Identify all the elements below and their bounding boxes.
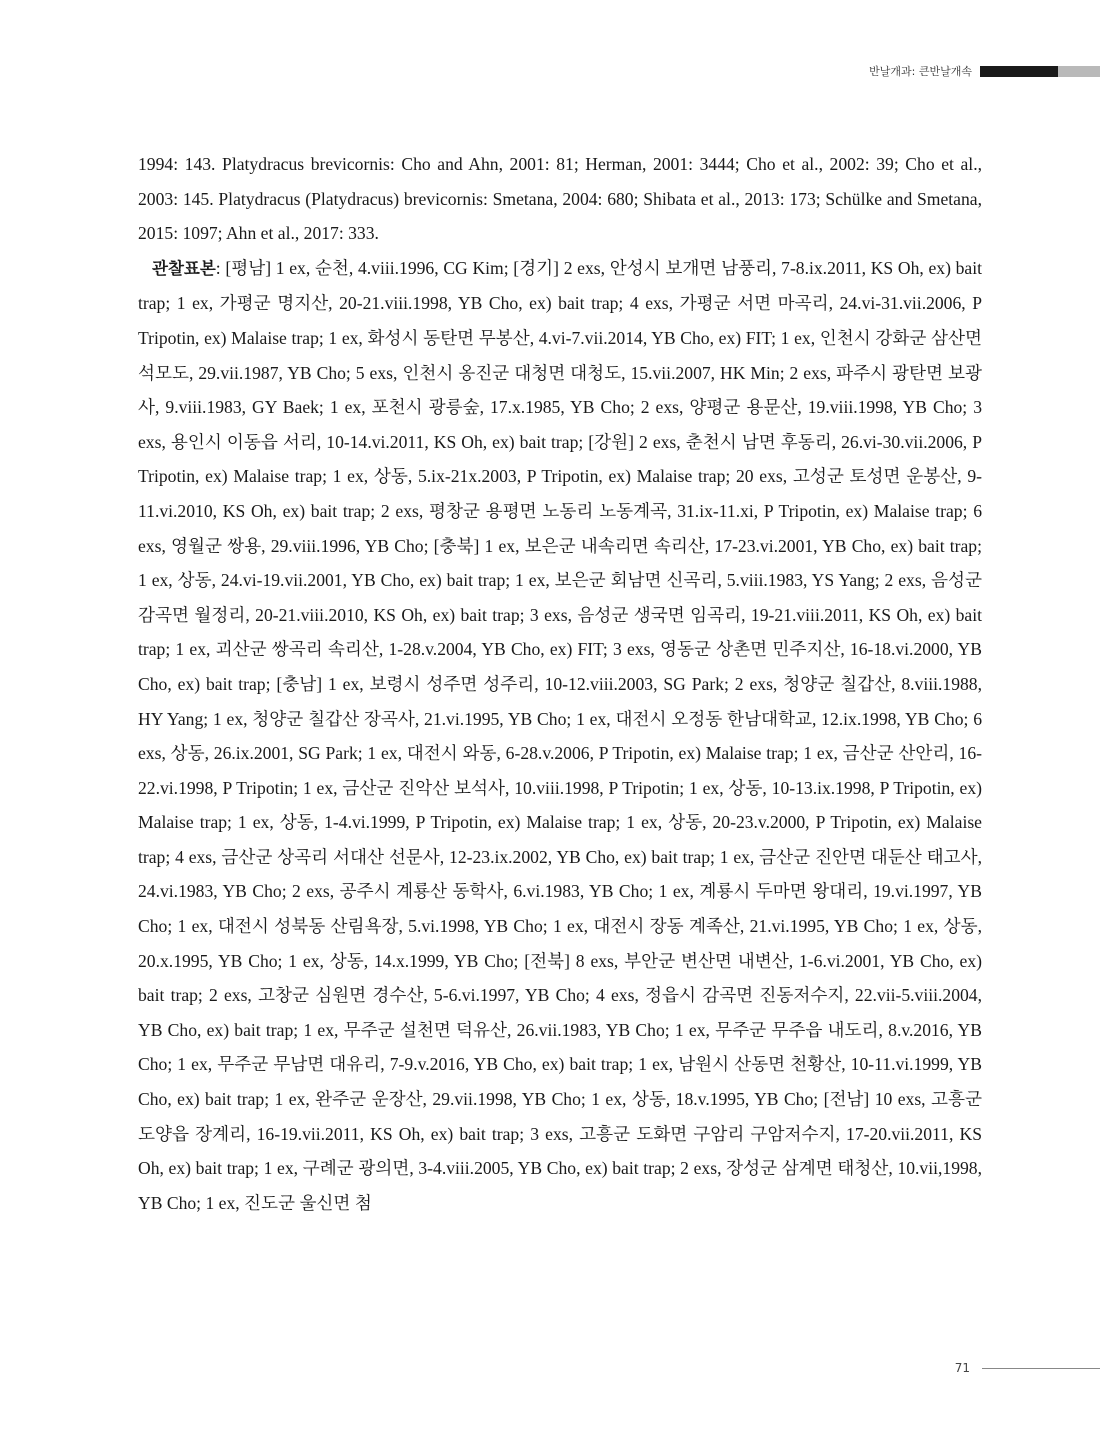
footer-rule xyxy=(982,1368,1100,1369)
main-text xyxy=(138,147,982,1220)
header-bar-dark xyxy=(980,66,1058,77)
section-title: 반날개과: 큰반날개속 xyxy=(869,65,972,78)
examined-label: 관찰표본 xyxy=(152,258,216,278)
synonymy-paragraph: 1994: 143. Platydracus brevicornis: Cho and Ahn, 2001: 81; Herman, 2001: 3444; Cho et al., 2002: 39; Cho et al., 2003: 145. Platydracus (Platydracus) brevicornis: Smetana, 2004: 680; Shibata et al., 2013: 173; Schülke and Smetana, 2015: 1097; Ahn et al., 2017: 333. xyxy=(138,154,982,244)
header-bar-light xyxy=(1058,66,1100,77)
running-header xyxy=(869,64,1100,78)
examined-specimens-paragraph xyxy=(138,251,982,1221)
page-number: 71 xyxy=(954,1361,970,1375)
examined-specimens-text: : [평남] 1 ex, 순천, 4.viii.1996, CG Kim; [경기] 2 exs, 안성시 보개면 남풍리, 7-8.ix.2011, KS Oh, ex) bait trap; 1 ex, 가평군 명지산, 20-21.viii.1998, YB Cho, ex) bait trap; 4 exs, 가평군 서면 마곡리, 24.vi-31.vii.2006, P Tripotin, ex) Malaise trap; 1 ex, 화성시 동탄면 무봉산, 4.vi-7.vii.2014, YB Cho, ex) FIT; 1 ex, 인천시 강화군 삼산면 석모도, 29.vii.1987, YB Cho; 5 exs, 인천시 옹진군 대청면 대청도, 15.vii.2007, HK Min; 2 exs, 파주시 광탄면 보광사, 9.viii.1983, GY Baek; 1 ex, 포천시 광릉숲, 17.x.1985, YB Cho; 2 exs, 양평군 용문산, 19.viii.1998, YB Cho; 3 exs, 용인시 이동읍 서리, 10-14.vi.2011, KS Oh, ex) bait trap; [강원] 2 exs, 춘천시 남면 후동리, 26.vi-30.vii.2006, P Tripotin, ex) Malaise trap; 1 ex, 상동, 5.ix-21x.2003, P Tripotin, ex) Malaise trap; 20 exs, 고성군 토성면 운봉산, 9-11.vi.2010, KS Oh, ex) bait trap; 2 exs, 평창군 용평면 노동리 노동계곡, 31.ix-11.xi, P Tripotin, ex) Malaise trap; 6 exs, 영월군 쌍용, 29.viii.1996, YB Cho; [충북] 1 ex, 보은군 내속리면 속리산, 17-23.vi.2001, YB Cho, ex) bait trap; 1 ex, 상동, 24.vi-19.vii.2001, YB Cho, ex) bait trap; 1 ex, 보은군 회남면 신곡리, 5.viii.1983, YS Yang; 2 exs, 음성군 감곡면 월정리, 20-21.viii.2010, KS Oh, ex) bait trap; 3 exs, 음성군 생국면 임곡리, 19-21.viii.2011, KS Oh, ex) bait trap; 1 ex, 괴산군 쌍곡리 속리산, 1-28.v.2004, YB Cho, ex) FIT; 3 exs, 영동군 상촌면 민주지산, 16-18.vi.2000, YB Cho, ex) bait trap; [충남] 1 ex, 보령시 성주면 성주리, 10-12.viii.2003, SG Park; 2 exs, 청양군 칠갑산, 8.viii.1988, HY Yang; 1 ex, 청양군 칠갑산 장곡사, 21.vi.1995, YB Cho; 1 ex, 대전시 오정동 한남대학교, 12.ix.1998, YB Cho; 6 exs, 상동, 26.ix.2001, SG Park; 1 ex, 대전시 와동, 6-28.v.2006, P Tripotin, ex) Malaise trap; 1 ex, 금산군 산안리, 16-22.vi.1998, P Tripotin; 1 ex, 금산군 진악산 보석사, 10.viii.1998, P Tripotin; 1 ex, 상동, 10-13.ix.1998, P Tripotin, ex) Malaise trap; 1 ex, 상동, 1-4.vi.1999, P Tripotin, ex) Malaise trap; 1 ex, 상동, 20-23.v.2000, P Tripotin, ex) Malaise trap; 4 exs, 금산군 상곡리 서대산 선문사, 12-23.ix.2002, YB Cho, ex) bait trap; 1 ex, 금산군 진안면 대둔산 태고사, 24.vi.1983, YB Cho; 2 exs, 공주시 계룡산 동학사, 6.vi.1983, YB Cho; 1 ex, 계룡시 두마면 왕대리, 19.vi.1997, YB Cho; 1 ex, 대전시 성북동 산림욕장, 5.vi.1998, YB Cho; 1 ex, 대전시 장동 계족산, 21.vi.1995, YB Cho; 1 ex, 상동, 20.x.1995, YB Cho; 1 ex, 상동, 14.x.1999, YB Cho; [전북] 8 exs, 부안군 변산면 내변산, 1-6.vi.2001, YB Cho, ex) bait trap; 2 exs, 고창군 심원면 경수산, 5-6.vi.1997, YB Cho; 4 exs, 정읍시 감곡면 진동저수지, 22.vii-5.viii.2004, YB Cho, ex) bait trap; 1 ex, 무주군 설천면 덕유산, 26.vii.1983, YB Cho; 1 ex, 무주군 무주읍 내도리, 8.v.2016, YB Cho; 1 ex, 무주군 무남면 대유리, 7-9.v.2016, YB Cho, ex) bait trap; 1 ex, 남원시 산동면 천황산, 10-11.vi.1999, YB Cho, ex) bait trap; 1 ex, 완주군 운장산, 29.vii.1998, YB Cho; 1 ex, 상동, 18.v.1995, YB Cho; [전남] 10 exs, 고흥군 도양읍 장계리, 16-19.vii.2011, KS Oh, ex) bait trap; 3 exs, 고흥군 도화면 구암리 구암저수지, 17-20.vii.2011, KS Oh, ex) bait trap; 1 ex, 구례군 광의면, 3-4.viii.2005, YB Cho, ex) bait trap; 2 exs, 장성군 삼계면 태청산, 10.vii,1998, YB Cho; 1 ex, 진도군 울신면 첨 xyxy=(138,257,983,1213)
page-footer xyxy=(955,1360,1100,1376)
